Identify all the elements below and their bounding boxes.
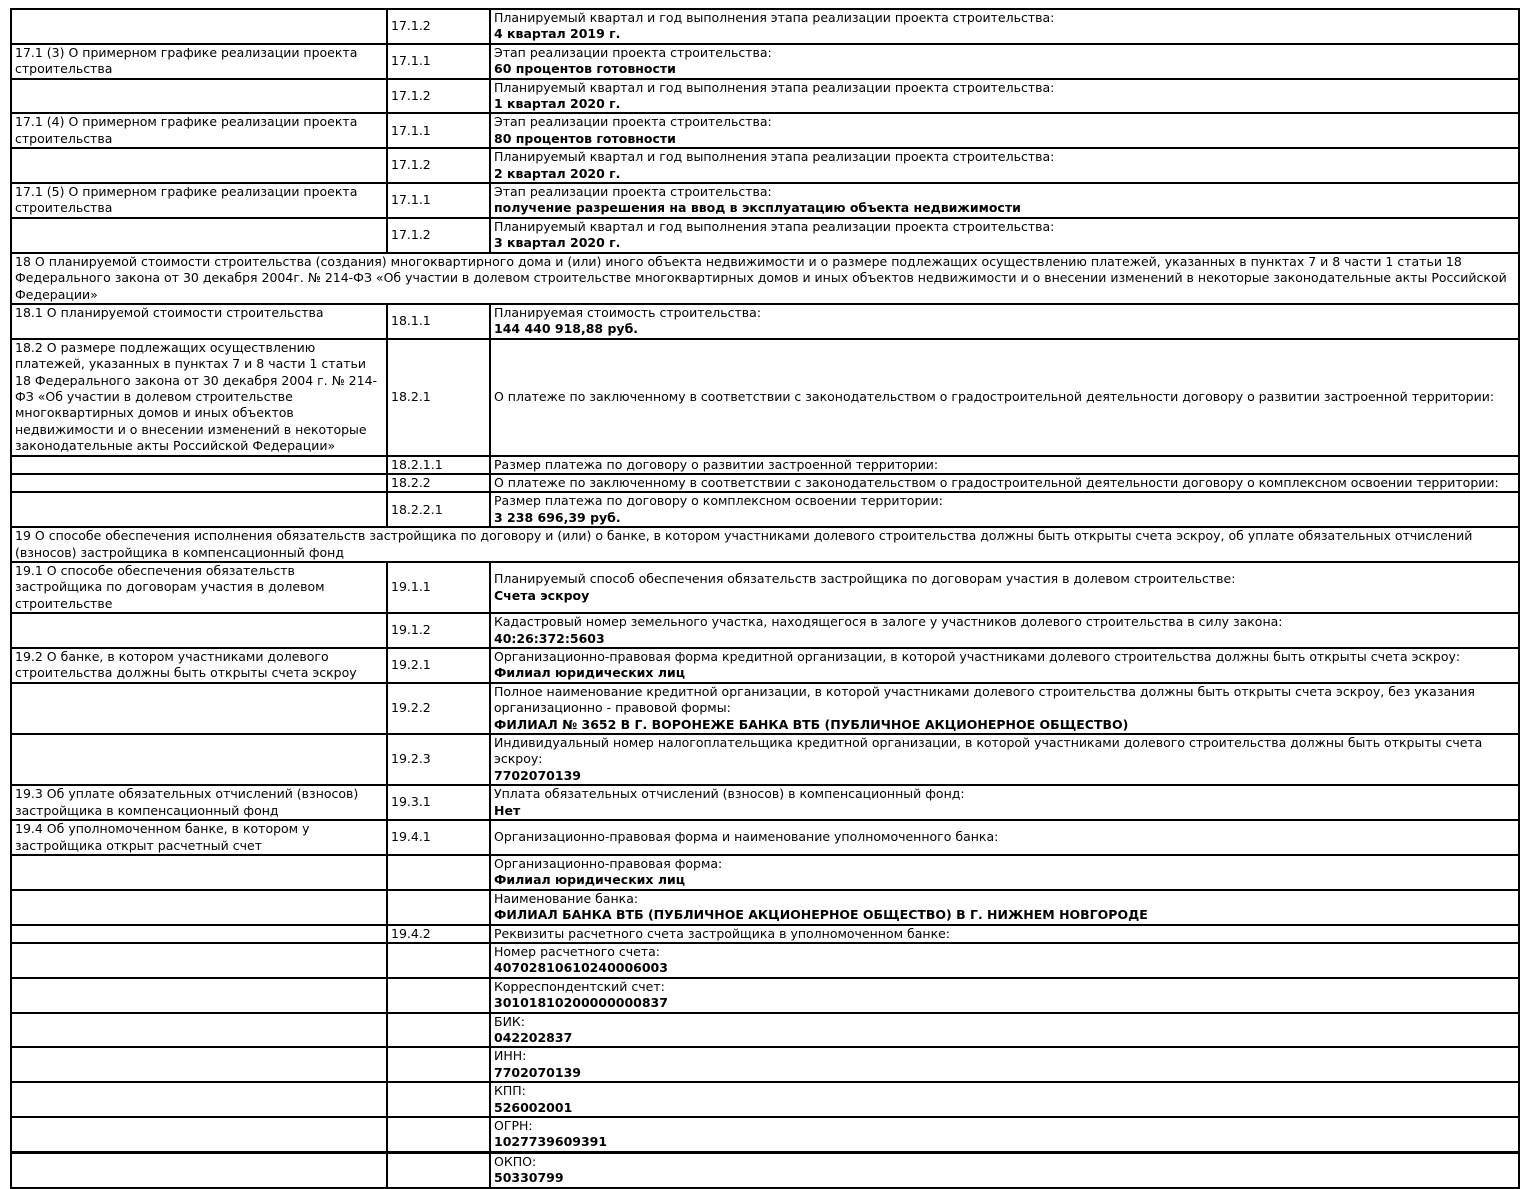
field-value: 60 процентов готовности	[494, 61, 676, 77]
field-value: 30101810200000000837	[494, 995, 668, 1011]
row-code-cell: 17.1.1	[387, 183, 490, 218]
row-content-cell	[490, 890, 1519, 925]
row-code-cell: 18.2.2	[387, 474, 490, 492]
field-value: 1027739609391	[494, 1134, 608, 1150]
row-content-cell	[490, 1013, 1519, 1048]
field-label: Организационно-правовая форма кредитной организации, в которой участниками долевого строительства должны быть открыты счета эскроу:	[494, 649, 1461, 665]
row-title-cell: 19.1 О способе обеспечения обязательств застройщика по договорам участия в долевом строительстве	[11, 562, 387, 613]
field-value: 40:26:372:5603	[494, 630, 605, 646]
project-declaration-table	[10, 8, 1520, 1189]
field-label: Номер расчетного счета:	[494, 943, 661, 959]
row-content-cell	[490, 734, 1519, 785]
row-title-cell: 19.3 Об уплате обязательных отчислений (взносов) застройщика в компенсационный фонд	[11, 785, 387, 820]
row-content-cell	[490, 943, 1519, 978]
row-title-cell	[11, 456, 387, 474]
table-row	[11, 943, 1519, 978]
table-body	[11, 9, 1519, 1188]
field-value: 7702070139	[494, 1064, 581, 1080]
row-content-cell	[490, 218, 1519, 253]
table-row	[11, 113, 1519, 148]
row-title-cell	[11, 79, 387, 114]
row-content-cell	[490, 492, 1519, 527]
row-code-cell: 19.2.3	[387, 734, 490, 785]
field-label: ИНН:	[494, 1048, 527, 1064]
table-row	[11, 978, 1519, 1013]
field-label: Этап реализации проекта строительства:	[494, 184, 772, 200]
table-row	[11, 148, 1519, 183]
table-row	[11, 1082, 1519, 1117]
row-code-cell: 18.2.1.1	[387, 456, 490, 474]
row-title-cell	[11, 492, 387, 527]
row-content-cell	[490, 1152, 1519, 1187]
row-code-cell	[387, 1013, 490, 1048]
field-label: Планируемая стоимость строительства:	[494, 304, 762, 320]
row-title-cell: 19.2 О банке, в котором участниками долевого строительства должны быть открыты счета эскроу	[11, 648, 387, 683]
row-code-cell: 19.2.1	[387, 648, 490, 683]
field-label: Планируемый квартал и год выполнения этапа реализации проекта строительства:	[494, 79, 1055, 95]
field-label: Индивидуальный номер налогоплательщика кредитной организации, в которой участниками долевого строительства должны быть открыты счета эскроу:	[494, 735, 1483, 767]
field-value: Счета эскроу	[494, 587, 590, 603]
row-code-cell: 18.2.2.1	[387, 492, 490, 527]
table-row	[11, 820, 1519, 855]
row-code-cell: 18.1.1	[387, 304, 490, 339]
row-content-cell	[490, 148, 1519, 183]
section-header-cell: 19 О способе обеспечения исполнения обязательств застройщика по договору и (или) о банке, в котором участниками долевого строительства должны быть открыты счета эскроу, об уплате обязательных отчислений (взносов) застройщика в компенсационный фонд	[11, 527, 1519, 562]
field-value: 526002001	[494, 1099, 573, 1115]
field-label: ОГРН:	[494, 1118, 533, 1133]
table-row	[11, 613, 1519, 648]
row-title-cell	[11, 734, 387, 785]
table-row	[11, 218, 1519, 253]
row-title-cell	[11, 148, 387, 183]
row-content-cell	[490, 648, 1519, 683]
row-content-cell	[490, 820, 1519, 855]
row-title-cell: 19.4 Об уполномоченном банке, в котором у застройщика открыт расчетный счет	[11, 820, 387, 855]
row-code-cell: 18.2.1	[387, 339, 490, 456]
row-code-cell: 19.4.2	[387, 925, 490, 943]
row-content-cell	[490, 474, 1519, 492]
row-content-cell	[490, 9, 1519, 44]
field-value: получение разрешения на ввод в эксплуатацию объекта недвижимости	[494, 200, 1021, 216]
table-row	[11, 9, 1519, 44]
field-label: Размер платежа по договору о комплексном освоении территории:	[494, 493, 943, 509]
field-value: 2 квартал 2020 г.	[494, 165, 621, 181]
table-row	[11, 183, 1519, 218]
row-code-cell: 17.1.1	[387, 44, 490, 79]
row-code-cell	[387, 890, 490, 925]
row-code-cell	[387, 1117, 490, 1152]
row-code-cell: 17.1.2	[387, 79, 490, 114]
field-label: Организационно-правовая форма:	[494, 855, 723, 871]
row-code-cell: 17.1.2	[387, 148, 490, 183]
row-content-cell	[490, 456, 1519, 474]
field-label: ОКПО:	[494, 1153, 537, 1169]
table-row	[11, 304, 1519, 339]
row-title-cell	[11, 855, 387, 890]
field-value: 4 квартал 2019 г.	[494, 26, 621, 42]
row-title-cell	[11, 1013, 387, 1048]
field-value: 042202837	[494, 1029, 573, 1045]
field-label: Наименование банка:	[494, 890, 639, 906]
row-content-cell	[490, 978, 1519, 1013]
table-row	[11, 1047, 1519, 1082]
row-title-cell	[11, 925, 387, 943]
row-title-cell	[11, 683, 387, 734]
table-row	[11, 648, 1519, 683]
field-value: ФИЛИАЛ № 3652 В Г. ВОРОНЕЖЕ БАНКА ВТБ (ПУБЛИЧНОЕ АКЦИОНЕРНОЕ ОБЩЕСТВО)	[494, 716, 1129, 732]
table-row	[11, 44, 1519, 79]
table-row	[11, 734, 1519, 785]
row-title-cell: 17.1 (3) О примерном графике реализации проекта строительства	[11, 44, 387, 79]
field-value: Филиал юридических лиц	[494, 872, 686, 888]
row-title-cell: 17.1 (5) О примерном графике реализации проекта строительства	[11, 183, 387, 218]
field-label: Планируемый квартал и год выполнения этапа реализации проекта строительства:	[494, 149, 1055, 165]
row-title-cell	[11, 613, 387, 648]
field-label: КПП:	[494, 1083, 526, 1099]
row-content-cell	[490, 339, 1519, 456]
row-title-cell	[11, 978, 387, 1013]
row-content-cell	[490, 79, 1519, 114]
table-row	[11, 890, 1519, 925]
row-content-cell	[490, 304, 1519, 339]
row-title-cell: 18.2 О размере подлежащих осуществлению платежей, указанных в пунктах 7 и 8 части 1 статьи 18 Федерального закона от 30 декабря 2004 г. № 214-ФЗ «Об участии в долевом строительстве многоквартирных домов и иных объектов недвижимости и о внесении изменений в некоторые законодательные акты Российской Федерации»	[11, 339, 387, 456]
field-label: Планируемый квартал и год выполнения этапа реализации проекта строительства:	[494, 10, 1055, 25]
table-row	[11, 925, 1519, 943]
row-code-cell: 19.1.1	[387, 562, 490, 613]
field-label: Уплата обязательных отчислений (взносов) в компенсационный фонд:	[494, 786, 965, 802]
row-title-cell	[11, 1047, 387, 1082]
field-value: 40702810610240006003	[494, 960, 668, 976]
field-value: Нет	[494, 802, 521, 818]
row-content-cell	[490, 113, 1519, 148]
field-label: БИК:	[494, 1013, 526, 1029]
row-content-cell	[490, 683, 1519, 734]
field-value: 1 квартал 2020 г.	[494, 96, 621, 112]
field-label: Размер платежа по договору о развитии застроенной территории:	[494, 456, 939, 472]
field-label: О платеже по заключенному в соответствии с законодательством о градостроительной деятельности договору о развитии застроенной территории:	[494, 388, 1495, 404]
field-label: Планируемый квартал и год выполнения этапа реализации проекта строительства:	[494, 218, 1055, 234]
table-row	[11, 474, 1519, 492]
field-value: 80 процентов готовности	[494, 130, 676, 146]
row-code-cell: 19.4.1	[387, 820, 490, 855]
row-code-cell: 19.1.2	[387, 613, 490, 648]
row-content-cell	[490, 1082, 1519, 1117]
row-title-cell	[11, 9, 387, 44]
field-value: Филиал юридических лиц	[494, 665, 686, 681]
row-content-cell	[490, 855, 1519, 890]
table-row	[11, 1013, 1519, 1048]
row-content-cell	[490, 183, 1519, 218]
field-value: 3 238 696,39 руб.	[494, 509, 621, 525]
field-label: Корреспондентский счет:	[494, 978, 665, 994]
row-title-cell	[11, 1117, 387, 1152]
row-content-cell	[490, 1047, 1519, 1082]
field-label: Кадастровый номер земельного участка, находящегося в залоге у участников долевого строительства в силу закона:	[494, 614, 1283, 630]
row-content-cell	[490, 1117, 1519, 1152]
row-title-cell	[11, 943, 387, 978]
row-content-cell	[490, 785, 1519, 820]
field-label: Этап реализации проекта строительства:	[494, 44, 772, 60]
row-title-cell	[11, 890, 387, 925]
section-header-row	[11, 253, 1519, 304]
table-row	[11, 1152, 1519, 1187]
section-header-row	[11, 527, 1519, 562]
row-code-cell	[387, 1047, 490, 1082]
field-value: 7702070139	[494, 767, 581, 783]
field-label: О платеже по заключенному в соответствии с законодательством о градостроительной деятельности договору о комплексном освоении территории:	[494, 474, 1499, 490]
row-title-cell	[11, 1152, 387, 1187]
table-row	[11, 683, 1519, 734]
row-code-cell: 17.1.2	[387, 9, 490, 44]
row-code-cell: 19.2.2	[387, 683, 490, 734]
table-row	[11, 492, 1519, 527]
field-value: 50330799	[494, 1170, 564, 1186]
row-title-cell: 17.1 (4) О примерном графике реализации проекта строительства	[11, 113, 387, 148]
row-code-cell	[387, 1082, 490, 1117]
row-title-cell	[11, 474, 387, 492]
table-row	[11, 1117, 1519, 1152]
field-label: Полное наименование кредитной организации, в которой участниками долевого строительства должны быть открыты счета эскроу, без указания организационно - правовой формы:	[494, 683, 1475, 716]
row-code-cell: 19.3.1	[387, 785, 490, 820]
field-value: 3 квартал 2020 г.	[494, 235, 621, 251]
table-row	[11, 456, 1519, 474]
row-code-cell	[387, 1152, 490, 1187]
field-label: Организационно-правовая форма и наименование уполномоченного банка:	[494, 829, 999, 845]
table-row	[11, 562, 1519, 613]
table-row	[11, 785, 1519, 820]
row-content-cell	[490, 613, 1519, 648]
section-header-cell: 18 О планируемой стоимости строительства (создания) многоквартирного дома и (или) иного объекта недвижимости и о размере подлежащих осуществлению платежей, указанных в пунктах 7 и 8 части 1 статьи 18 Федерального закона от 30 декабря 2004г. № 214-ФЗ «Об участии в долевом строительстве многоквартирных домов и иных объектов недвижимости и о внесении изменений в некоторые законодательные акты Российской Федерации»	[11, 253, 1519, 304]
row-title-cell	[11, 218, 387, 253]
row-title-cell	[11, 1082, 387, 1117]
field-label: Реквизиты расчетного счета застройщика в уполномоченном банке:	[494, 925, 951, 941]
table-row	[11, 339, 1519, 456]
row-title-cell: 18.1 О планируемой стоимости строительства	[11, 304, 387, 339]
field-value: ФИЛИАЛ БАНКА ВТБ (ПУБЛИЧНОЕ АКЦИОНЕРНОЕ ОБЩЕСТВО) В Г. НИЖНЕМ НОВГОРОДЕ	[494, 907, 1148, 923]
row-code-cell: 17.1.2	[387, 218, 490, 253]
row-code-cell	[387, 943, 490, 978]
field-label: Планируемый способ обеспечения обязательств застройщика по договорам участия в долевом строительстве:	[494, 571, 1236, 587]
table-row	[11, 79, 1519, 114]
row-content-cell	[490, 562, 1519, 613]
field-label: Этап реализации проекта строительства:	[494, 114, 772, 130]
field-value: 144 440 918,88 руб.	[494, 321, 639, 337]
row-code-cell	[387, 855, 490, 890]
row-content-cell	[490, 44, 1519, 79]
table-row	[11, 855, 1519, 890]
row-content-cell	[490, 925, 1519, 943]
row-code-cell	[387, 978, 490, 1013]
row-code-cell: 17.1.1	[387, 113, 490, 148]
